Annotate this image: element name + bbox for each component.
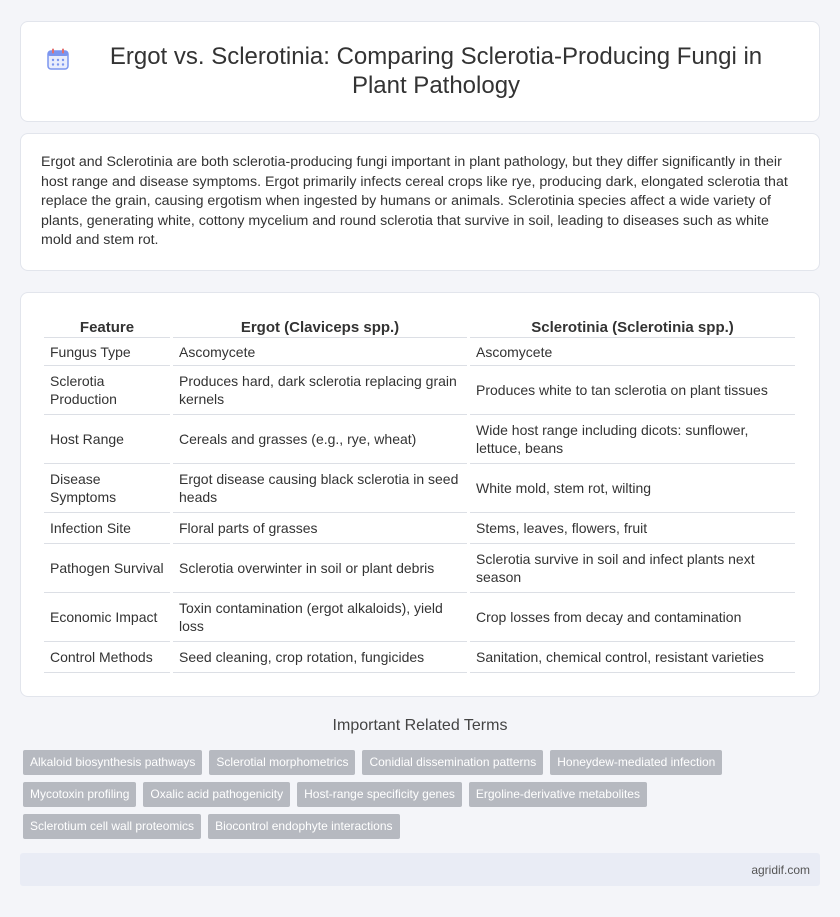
row-feature: Disease Symptoms	[44, 464, 170, 513]
row-sclerotinia: Crop losses from decay and contamination	[470, 593, 795, 642]
related-term-tag[interactable]: Honeydew-mediated infection	[550, 750, 722, 775]
header-feature: Feature	[44, 315, 170, 338]
row-ergot: Ergot disease causing black sclerotia in seed heads	[173, 464, 467, 513]
row-ergot: Ascomycete	[173, 338, 467, 366]
related-term-tag[interactable]: Conidial dissemination patterns	[362, 750, 543, 775]
related-term-tag[interactable]: Host-range specificity genes	[297, 782, 462, 807]
table-row	[44, 513, 795, 544]
row-ergot: Toxin contamination (ergot alkaloids), yield loss	[173, 593, 467, 642]
row-feature: Fungus Type	[44, 338, 170, 366]
page-title: Ergot vs. Sclerotinia: Comparing Sclerotia-Producing Fungi in Plant Pathology	[109, 43, 763, 99]
footer-bar	[20, 853, 820, 886]
row-feature: Economic Impact	[44, 593, 170, 642]
row-ergot: Seed cleaning, crop rotation, fungicides	[173, 642, 467, 673]
related-term-tag[interactable]: Alkaloid biosynthesis pathways	[23, 750, 202, 775]
title-card	[20, 21, 820, 122]
row-sclerotinia: Sanitation, chemical control, resistant varieties	[470, 642, 795, 673]
related-term-tag[interactable]: Ergoline-derivative metabolites	[469, 782, 647, 807]
row-ergot: Cereals and grasses (e.g., rye, wheat)	[173, 415, 467, 464]
intro-card	[20, 133, 820, 271]
related-term-tag[interactable]: Mycotoxin profiling	[23, 782, 136, 807]
row-feature: Host Range	[44, 415, 170, 464]
comparison-table	[41, 315, 798, 673]
comparison-card	[20, 292, 820, 697]
row-feature: Pathogen Survival	[44, 544, 170, 593]
related-terms-heading: Important Related Terms	[332, 717, 508, 734]
table-row	[44, 593, 795, 642]
tag-row	[23, 782, 813, 807]
row-sclerotinia: Sclerotia survive in soil and infect plants next season	[470, 544, 795, 593]
row-ergot: Produces hard, dark sclerotia replacing grain kernels	[173, 366, 467, 415]
table-row	[44, 338, 795, 366]
related-term-tag[interactable]: Oxalic acid pathogenicity	[143, 782, 290, 807]
row-sclerotinia: Ascomycete	[470, 338, 795, 366]
table-row	[44, 415, 795, 464]
row-ergot: Floral parts of grasses	[173, 513, 467, 544]
row-sclerotinia: Produces white to tan sclerotia on plant tissues	[470, 366, 795, 415]
tag-row	[23, 814, 813, 839]
row-feature: Sclerotia Production	[44, 366, 170, 415]
tag-row	[23, 750, 813, 775]
row-sclerotinia: White mold, stem rot, wilting	[470, 464, 795, 513]
related-terms-list	[23, 750, 813, 846]
table-row	[44, 544, 795, 593]
header-ergot: Ergot (Claviceps spp.)	[173, 315, 467, 338]
row-feature: Control Methods	[44, 642, 170, 673]
row-ergot: Sclerotia overwinter in soil or plant debris	[173, 544, 467, 593]
row-sclerotinia: Wide host range including dicots: sunflower, lettuce, beans	[470, 415, 795, 464]
table-row	[44, 464, 795, 513]
table-row	[44, 366, 795, 415]
footer-site-link[interactable]: agridif.com	[751, 863, 810, 877]
related-term-tag[interactable]: Sclerotium cell wall proteomics	[23, 814, 201, 839]
table-header-row	[44, 315, 795, 338]
row-feature: Infection Site	[44, 513, 170, 544]
table-row	[44, 642, 795, 673]
intro-paragraph: Ergot and Sclerotinia are both sclerotia-producing fungi important in plant pathology, but they differ significantly in their host range and disease symptoms. Ergot primarily infects cereal crops like rye, producing dark, elongated sclerotia that replace the grain, causing ergotism when ingested by humans or animals. Sclerotinia species affect a wide variety of plants, generating white, cottony mycelium and round sclerotia that survive in soil, leading to diseases such as white mold and stem rot.	[41, 154, 788, 248]
header-sclerotinia: Sclerotinia (Sclerotinia spp.)	[470, 315, 795, 338]
row-sclerotinia: Stems, leaves, flowers, fruit	[470, 513, 795, 544]
related-term-tag[interactable]: Sclerotial morphometrics	[209, 750, 355, 775]
related-term-tag[interactable]: Biocontrol endophyte interactions	[208, 814, 399, 839]
